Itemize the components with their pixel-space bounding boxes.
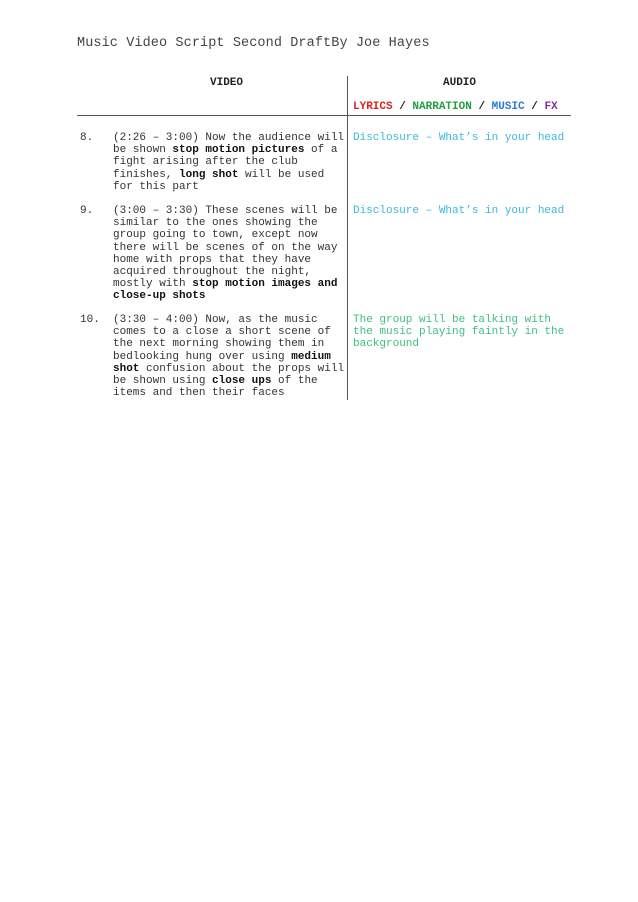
row-audio-text: Disclosure – What’s in your head bbox=[353, 132, 565, 144]
video-text-run: of a fight arising after the club finishes, bbox=[113, 144, 338, 181]
row-audio-text: The group will be talking with the music playing faintly in the background bbox=[353, 314, 565, 351]
row-number: 9. bbox=[80, 205, 94, 217]
video-bold-term: stop motion pictures bbox=[172, 144, 305, 157]
legend-separator: / bbox=[392, 101, 413, 113]
row-number: 8. bbox=[80, 132, 94, 144]
legend-narration: NARRATION bbox=[412, 101, 472, 113]
row-video-text bbox=[113, 205, 345, 303]
legend-fx: FX bbox=[544, 101, 558, 113]
legend-separator: / bbox=[524, 101, 545, 113]
header-divider bbox=[77, 115, 571, 116]
legend-lyrics: LYRICS bbox=[353, 101, 393, 113]
video-text-run: of the items and then their faces bbox=[113, 375, 318, 400]
column-divider bbox=[347, 76, 348, 400]
row-video-text bbox=[113, 132, 345, 193]
video-bold-term: long shot bbox=[179, 168, 239, 181]
video-text-run: confusion about the props will be shown using bbox=[113, 362, 345, 388]
audio-column-header: AUDIO bbox=[443, 77, 477, 89]
document-title: Music Video Script Second DraftBy Joe Hayes bbox=[77, 36, 430, 51]
row-number: 10. bbox=[80, 314, 100, 326]
legend-separator: / bbox=[471, 101, 492, 113]
video-bold-term: medium shot bbox=[113, 350, 331, 375]
audio-legend bbox=[353, 101, 558, 113]
video-text-run: (3:30 – 4:00) Now, as the music comes to a close a short scene of the next morning showing them in bedlooking hung over using bbox=[113, 314, 331, 363]
video-column-header: VIDEO bbox=[210, 77, 244, 89]
video-bold-term: close ups bbox=[212, 375, 272, 388]
video-text-run: will be used for this part bbox=[113, 168, 325, 193]
video-text-run: (2:26 – 3:00) Now the audience will be shown bbox=[113, 132, 345, 157]
video-bold-term: stop motion images and close-up shots bbox=[113, 278, 338, 303]
video-text-run: (3:00 – 3:30) These scenes will be similar to the ones showing the group going to town, except now there will be scenes of on the way home with props that they have acquired throughout the night, mostly with bbox=[113, 205, 338, 291]
row-audio-text: Disclosure – What’s in your head bbox=[353, 205, 565, 217]
legend-music: MUSIC bbox=[491, 101, 525, 113]
row-video-text bbox=[113, 314, 345, 399]
